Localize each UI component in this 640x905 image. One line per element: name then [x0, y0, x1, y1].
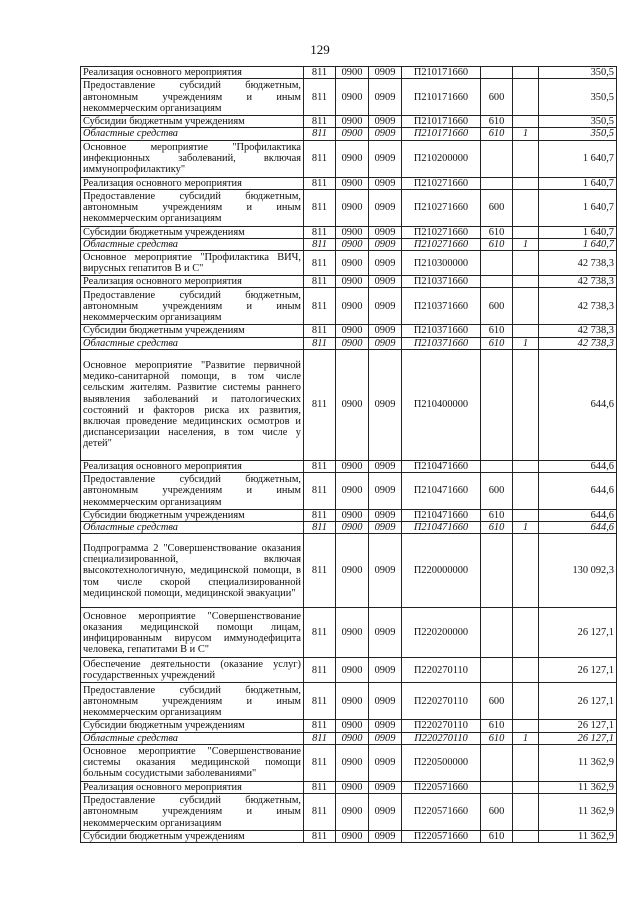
section-code: 0900 [336, 128, 369, 140]
row-name: Основное мероприятие "Развитие первичной медико-санитарной помощи, в том числе сельским жителям. Развитие системы раннего выявления заболеваний и патологических состояний и факторов риска их развития, включая проведение медицинских осмотров и диспансеризации населения, в том числе у детей" [81, 349, 304, 460]
amount: 1 640,7 [539, 177, 617, 189]
section-code: 0900 [336, 325, 369, 337]
ministry-code: 811 [304, 67, 336, 79]
subsection-code: 0909 [369, 473, 402, 510]
expense-type-code [481, 781, 513, 793]
page-number: 129 [310, 42, 330, 57]
target-article-code: П220571660 [402, 831, 481, 843]
ministry-code: 811 [304, 732, 336, 744]
target-article-code: П210471660 [402, 522, 481, 534]
amount: 11 362,9 [539, 794, 617, 831]
target-article-code: П210271660 [402, 177, 481, 189]
source-code [513, 608, 539, 658]
table-row [81, 140, 617, 177]
row-name: Предоставление субсидий бюджетным, автономным учреждениям и иным некоммерческим организациям [81, 683, 304, 720]
row-name: Реализация основного мероприятия [81, 177, 304, 189]
source-code [513, 226, 539, 238]
target-article-code: П220270110 [402, 683, 481, 720]
source-code [513, 831, 539, 843]
amount: 1 640,7 [539, 189, 617, 226]
row-name: Предоставление субсидий бюджетным, автономным учреждениям и иным некоммерческим организациям [81, 473, 304, 510]
source-code [513, 510, 539, 522]
section-code: 0900 [336, 349, 369, 460]
section-code: 0900 [336, 337, 369, 349]
amount: 1 640,7 [539, 239, 617, 251]
source-code [513, 473, 539, 510]
subsection-code: 0909 [369, 720, 402, 732]
source-code [513, 189, 539, 226]
target-article-code: П210171660 [402, 67, 481, 79]
amount: 1 640,7 [539, 140, 617, 177]
amount: 42 738,3 [539, 288, 617, 325]
source-code: 1 [513, 128, 539, 140]
source-code [513, 276, 539, 288]
ministry-code: 811 [304, 608, 336, 658]
section-code: 0900 [336, 732, 369, 744]
table-row [81, 276, 617, 288]
row-name: Реализация основного мероприятия [81, 781, 304, 793]
table-row [81, 683, 617, 720]
row-name: Областные средства [81, 522, 304, 534]
subsection-code: 0909 [369, 744, 402, 781]
budget-table [80, 66, 617, 843]
subsection-code: 0909 [369, 128, 402, 140]
subsection-code: 0909 [369, 781, 402, 793]
table-row [81, 288, 617, 325]
expense-type-code: 610 [481, 325, 513, 337]
table-row [81, 534, 617, 608]
amount: 42 738,3 [539, 325, 617, 337]
table-row [81, 658, 617, 683]
amount: 644,6 [539, 460, 617, 472]
source-code [513, 116, 539, 128]
subsection-code: 0909 [369, 177, 402, 189]
table-row [81, 744, 617, 781]
row-name: Подпрограмма 2 "Совершенствование оказания специализированной, включая высокотехнологичную, медицинской помощи, в том числе скорой специализированной медицинской помощи, медицинской эвакуации" [81, 534, 304, 608]
ministry-code: 811 [304, 226, 336, 238]
expense-type-code [481, 658, 513, 683]
source-code [513, 658, 539, 683]
expense-type-code: 600 [481, 79, 513, 116]
amount: 11 362,9 [539, 831, 617, 843]
subsection-code: 0909 [369, 683, 402, 720]
subsection-code: 0909 [369, 608, 402, 658]
target-article-code: П220270110 [402, 720, 481, 732]
expense-type-code: 600 [481, 794, 513, 831]
section-code: 0900 [336, 116, 369, 128]
expense-type-code: 610 [481, 116, 513, 128]
expense-type-code: 610 [481, 510, 513, 522]
amount: 42 738,3 [539, 337, 617, 349]
row-name: Реализация основного мероприятия [81, 276, 304, 288]
table-row [81, 67, 617, 79]
amount: 11 362,9 [539, 744, 617, 781]
ministry-code: 811 [304, 79, 336, 116]
source-code [513, 140, 539, 177]
section-code: 0900 [336, 189, 369, 226]
section-code: 0900 [336, 460, 369, 472]
amount: 26 127,1 [539, 683, 617, 720]
ministry-code: 811 [304, 251, 336, 276]
target-article-code: П210271660 [402, 239, 481, 251]
section-code: 0900 [336, 239, 369, 251]
target-article-code: П220270110 [402, 732, 481, 744]
amount: 350,5 [539, 116, 617, 128]
subsection-code: 0909 [369, 251, 402, 276]
table-row [81, 337, 617, 349]
expense-type-code [481, 349, 513, 460]
subsection-code: 0909 [369, 116, 402, 128]
target-article-code: П220270110 [402, 658, 481, 683]
row-name: Предоставление субсидий бюджетным, автономным учреждениям и иным некоммерческим организациям [81, 288, 304, 325]
source-code [513, 683, 539, 720]
amount: 350,5 [539, 67, 617, 79]
source-code: 1 [513, 732, 539, 744]
subsection-code: 0909 [369, 276, 402, 288]
ministry-code: 811 [304, 276, 336, 288]
subsection-code: 0909 [369, 67, 402, 79]
subsection-code: 0909 [369, 337, 402, 349]
table-row [81, 608, 617, 658]
source-code [513, 177, 539, 189]
target-article-code: П220000000 [402, 534, 481, 608]
section-code: 0900 [336, 608, 369, 658]
expense-type-code [481, 608, 513, 658]
table-row [81, 720, 617, 732]
ministry-code: 811 [304, 325, 336, 337]
subsection-code: 0909 [369, 522, 402, 534]
target-article-code: П210271660 [402, 189, 481, 226]
ministry-code: 811 [304, 239, 336, 251]
subsection-code: 0909 [369, 349, 402, 460]
amount: 350,5 [539, 79, 617, 116]
table-row [81, 128, 617, 140]
subsection-code: 0909 [369, 794, 402, 831]
row-name: Субсидии бюджетным учреждениям [81, 831, 304, 843]
table-row [81, 239, 617, 251]
row-name: Реализация основного мероприятия [81, 67, 304, 79]
row-name: Обеспечение деятельности (оказание услуг) государственных учреждений [81, 658, 304, 683]
row-name: Основное мероприятие "Профилактика ВИЧ, вирусных гепатитов В и С" [81, 251, 304, 276]
section-code: 0900 [336, 67, 369, 79]
expense-type-code: 610 [481, 128, 513, 140]
row-name: Предоставление субсидий бюджетным, автономным учреждениям и иным некоммерческим организациям [81, 79, 304, 116]
table-row [81, 473, 617, 510]
source-code [513, 744, 539, 781]
section-code: 0900 [336, 522, 369, 534]
ministry-code: 811 [304, 720, 336, 732]
row-name: Субсидии бюджетным учреждениям [81, 720, 304, 732]
ministry-code: 811 [304, 534, 336, 608]
source-code [513, 67, 539, 79]
amount: 1 640,7 [539, 226, 617, 238]
row-name: Основное мероприятие "Профилактика инфекционных заболеваний, включая иммунопрофилактику" [81, 140, 304, 177]
ministry-code: 811 [304, 781, 336, 793]
expense-type-code [481, 140, 513, 177]
table-row [81, 177, 617, 189]
source-code [513, 349, 539, 460]
target-article-code: П210200000 [402, 140, 481, 177]
amount: 26 127,1 [539, 608, 617, 658]
amount: 644,6 [539, 522, 617, 534]
expense-type-code: 610 [481, 226, 513, 238]
amount: 26 127,1 [539, 658, 617, 683]
target-article-code: П210171660 [402, 128, 481, 140]
ministry-code: 811 [304, 189, 336, 226]
amount: 26 127,1 [539, 732, 617, 744]
expense-type-code: 610 [481, 831, 513, 843]
expense-type-code [481, 460, 513, 472]
expense-type-code: 610 [481, 337, 513, 349]
row-name: Предоставление субсидий бюджетным, автономным учреждениям и иным некоммерческим организациям [81, 794, 304, 831]
table-row [81, 794, 617, 831]
section-code: 0900 [336, 226, 369, 238]
target-article-code: П220571660 [402, 794, 481, 831]
amount: 350,5 [539, 128, 617, 140]
amount: 644,6 [539, 510, 617, 522]
amount: 11 362,9 [539, 781, 617, 793]
section-code: 0900 [336, 79, 369, 116]
source-code [513, 288, 539, 325]
ministry-code: 811 [304, 128, 336, 140]
amount: 644,6 [539, 473, 617, 510]
source-code [513, 325, 539, 337]
target-article-code: П210471660 [402, 510, 481, 522]
section-code: 0900 [336, 658, 369, 683]
section-code: 0900 [336, 276, 369, 288]
ministry-code: 811 [304, 658, 336, 683]
table-row [81, 189, 617, 226]
row-name: Субсидии бюджетным учреждениям [81, 226, 304, 238]
expense-type-code: 600 [481, 288, 513, 325]
ministry-code: 811 [304, 473, 336, 510]
subsection-code: 0909 [369, 658, 402, 683]
target-article-code: П220500000 [402, 744, 481, 781]
section-code: 0900 [336, 251, 369, 276]
section-code: 0900 [336, 140, 369, 177]
row-name: Субсидии бюджетным учреждениям [81, 510, 304, 522]
ministry-code: 811 [304, 288, 336, 325]
subsection-code: 0909 [369, 226, 402, 238]
row-name: Областные средства [81, 239, 304, 251]
amount: 42 738,3 [539, 251, 617, 276]
target-article-code: П210471660 [402, 460, 481, 472]
source-code: 1 [513, 522, 539, 534]
table-row [81, 781, 617, 793]
section-code: 0900 [336, 534, 369, 608]
subsection-code: 0909 [369, 325, 402, 337]
expense-type-code: 610 [481, 732, 513, 744]
subsection-code: 0909 [369, 831, 402, 843]
ministry-code: 811 [304, 116, 336, 128]
ministry-code: 811 [304, 744, 336, 781]
subsection-code: 0909 [369, 189, 402, 226]
target-article-code: П210300000 [402, 251, 481, 276]
expense-type-code [481, 744, 513, 781]
section-code: 0900 [336, 683, 369, 720]
source-code [513, 720, 539, 732]
section-code: 0900 [336, 473, 369, 510]
ministry-code: 811 [304, 177, 336, 189]
target-article-code: П210471660 [402, 473, 481, 510]
ministry-code: 811 [304, 349, 336, 460]
table-row [81, 251, 617, 276]
expense-type-code [481, 534, 513, 608]
target-article-code: П210371660 [402, 288, 481, 325]
table-row [81, 510, 617, 522]
expense-type-code: 610 [481, 239, 513, 251]
expense-type-code [481, 67, 513, 79]
amount: 26 127,1 [539, 720, 617, 732]
section-code: 0900 [336, 744, 369, 781]
table-row [81, 831, 617, 843]
expense-type-code: 600 [481, 189, 513, 226]
subsection-code: 0909 [369, 460, 402, 472]
target-article-code: П220571660 [402, 781, 481, 793]
subsection-code: 0909 [369, 140, 402, 177]
row-name: Предоставление субсидий бюджетным, автономным учреждениям и иным некоммерческим организациям [81, 189, 304, 226]
target-article-code: П210400000 [402, 349, 481, 460]
source-code [513, 794, 539, 831]
subsection-code: 0909 [369, 79, 402, 116]
expense-type-code [481, 251, 513, 276]
target-article-code: П210371660 [402, 337, 481, 349]
ministry-code: 811 [304, 510, 336, 522]
expense-type-code [481, 177, 513, 189]
row-name: Основное мероприятие "Совершенствование системы оказания медицинской помощи больным сосудистыми заболеваниями" [81, 744, 304, 781]
section-code: 0900 [336, 831, 369, 843]
source-code: 1 [513, 239, 539, 251]
table-row [81, 116, 617, 128]
ministry-code: 811 [304, 337, 336, 349]
section-code: 0900 [336, 720, 369, 732]
source-code [513, 79, 539, 116]
source-code [513, 460, 539, 472]
ministry-code: 811 [304, 831, 336, 843]
target-article-code: П210371660 [402, 325, 481, 337]
target-article-code: П210371660 [402, 276, 481, 288]
row-name: Областные средства [81, 337, 304, 349]
section-code: 0900 [336, 510, 369, 522]
row-name: Реализация основного мероприятия [81, 460, 304, 472]
expense-type-code: 600 [481, 473, 513, 510]
ministry-code: 811 [304, 683, 336, 720]
subsection-code: 0909 [369, 288, 402, 325]
table-row [81, 732, 617, 744]
source-code: 1 [513, 337, 539, 349]
target-article-code: П210171660 [402, 116, 481, 128]
row-name: Областные средства [81, 128, 304, 140]
source-code [513, 781, 539, 793]
row-name: Субсидии бюджетным учреждениям [81, 325, 304, 337]
target-article-code: П220200000 [402, 608, 481, 658]
row-name: Субсидии бюджетным учреждениям [81, 116, 304, 128]
expense-type-code: 600 [481, 683, 513, 720]
ministry-code: 811 [304, 794, 336, 831]
subsection-code: 0909 [369, 239, 402, 251]
ministry-code: 811 [304, 140, 336, 177]
subsection-code: 0909 [369, 732, 402, 744]
expense-type-code: 610 [481, 720, 513, 732]
table-row [81, 349, 617, 460]
expense-type-code [481, 276, 513, 288]
section-code: 0900 [336, 781, 369, 793]
table-row [81, 226, 617, 238]
target-article-code: П210271660 [402, 226, 481, 238]
source-code [513, 534, 539, 608]
table-row [81, 522, 617, 534]
row-name: Основное мероприятие "Совершенствование оказания медицинской помощи лицам, инфицированным вирусом иммунодефицита человека, гепатитами В и С" [81, 608, 304, 658]
subsection-code: 0909 [369, 510, 402, 522]
section-code: 0900 [336, 794, 369, 831]
amount: 42 738,3 [539, 276, 617, 288]
table-row [81, 460, 617, 472]
subsection-code: 0909 [369, 534, 402, 608]
section-code: 0900 [336, 288, 369, 325]
expense-type-code: 610 [481, 522, 513, 534]
table-row [81, 79, 617, 116]
amount: 644,6 [539, 349, 617, 460]
source-code [513, 251, 539, 276]
table-row [81, 325, 617, 337]
row-name: Областные средства [81, 732, 304, 744]
amount: 130 092,3 [539, 534, 617, 608]
ministry-code: 811 [304, 460, 336, 472]
section-code: 0900 [336, 177, 369, 189]
target-article-code: П210171660 [402, 79, 481, 116]
ministry-code: 811 [304, 522, 336, 534]
